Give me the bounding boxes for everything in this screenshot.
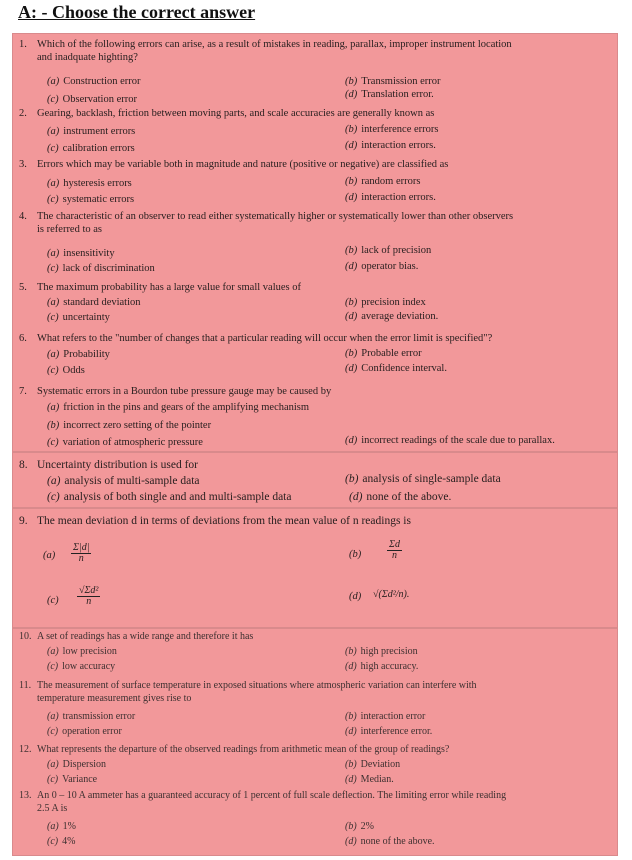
option-a: (a) friction in the pins and gears of the amplifying mechanism [47, 402, 310, 413]
option-c: (c) analysis of both single and and multi-sample data [47, 491, 292, 503]
question-block-2: 8. Uncertainty distribution is used for (a) analysis of multi-sample data (b) analysis of single-sample data (c) analysis of both single and and multi-sample data (d) none of the above. [12, 452, 618, 508]
question-text: Uncertainty distribution is used for [37, 459, 198, 471]
option-a: (a) Probability [47, 349, 110, 360]
option-c: (c) Observation error [47, 94, 138, 105]
option-b: (b) Probable error [345, 348, 422, 359]
option-c: (c) 4% [47, 836, 76, 847]
option-b: (b) precision index [345, 297, 426, 308]
option-b: (b) random errors [345, 176, 421, 187]
option-a: (a) transmission error [47, 711, 136, 722]
option-b: (b) interaction error [345, 711, 426, 722]
option-c: (c) uncertainty [47, 312, 110, 323]
page-title: A: - Choose the correct answer [18, 2, 256, 22]
option-d: (d) incorrect readings of the scale due to parallax. [345, 435, 555, 446]
question-text: The measurement of surface temperature in exposed situations where atmospheric variation can interfere with [37, 680, 477, 691]
option-a: (a) instrument errors [47, 126, 136, 137]
option-c: (c) variation of atmospheric pressure [47, 437, 203, 448]
option-d: (d) none of the above. [349, 491, 452, 503]
option-b: (b) Transmission error [345, 76, 441, 87]
option-b: (b) lack of precision [345, 245, 432, 256]
question-text: An 0 – 10 A ammeter has a guaranteed accuracy of 1 percent of full scale deflection. The limiting error while reading [37, 790, 507, 801]
option-b: (b) interference errors [345, 124, 439, 135]
option-b-label: (b) [349, 549, 362, 560]
option-b: (b) analysis of single-sample data [345, 473, 501, 485]
option-c: (c) systematic errors [47, 194, 135, 205]
option-d: (d) Confidence interval. [345, 363, 447, 374]
question-text: The characteristic of an observer to read either systematically higher or systematically lower than other observers [37, 211, 514, 222]
option-d: (d) interaction errors. [345, 192, 436, 203]
option-a-label: (a) [43, 550, 56, 561]
option-a: (a) Construction error [47, 76, 141, 87]
option-d: (d) operator bias. [345, 261, 419, 272]
option-d-formula: √(Σd²/n). [373, 589, 410, 600]
option-d: (d) high accuracy. [345, 661, 419, 672]
option-d: (d) none of the above. [345, 836, 435, 847]
question-block-1: 1. Which of the following errors can arise, as a result of mistakes in reading, parallax, improper instrument location and inadquate highting? (a) Construction error (b) Transmission error (c) Observation error (d) Translation error. 2. Gearing, backlash, friction between moving parts, and scale accuracies are generally known as (a) instrument errors (b) interference errors (c) calibration errors (d) interaction errors. 3. Errors which may be variable both in magnitude and nature (positive or negative) are classified as (a) hysteresis errors (b) random errors (c) systematic errors (d) interaction errors. 4. The characteristic of an observer to read either systematically higher or systematically lower than other observers is referred to as (a) insensitivity (b) lack of precision (c) lack of discrimination (d) operator bias. 5. The maximum probability has a large value for small values of (a) standard deviation (b) precision index (c) uncertainty (d) average deviation. 6. What refers to the "number of changes that a particular reading will occur when the error limit is specified"? (a) Probability (b) Probable error (c) Odds (d) Confidence interval. 7. Systematic errors in a Bourdon tube pressure gauge may be caused by (a) friction in the pins and gears of the amplifying mechanism (b) incorrect zero setting of the pointer (c) variation of atmospheric pressure (d) incorrect readings of the scale due to parallax. [12, 33, 618, 452]
option-c-label: (c) [47, 595, 59, 606]
option-c: (c) Variance [47, 774, 98, 785]
option-c-formula: $\frac{\text{√Σd²}}{n}$ [79, 585, 99, 607]
option-a: (a) insensitivity [47, 248, 115, 259]
option-d-label: (d) [349, 591, 362, 602]
option-d: (d) average deviation. [345, 311, 439, 322]
question-text: Systematic errors in a Bourdon tube pressure gauge may be caused by [37, 386, 332, 397]
option-d: (d) interference error. [345, 726, 433, 737]
option-a: (a) analysis of multi-sample data [47, 475, 200, 487]
option-a: (a) Dispersion [47, 759, 107, 770]
question-text: and inadquate highting? [37, 51, 138, 63]
option-a: (a) standard deviation [47, 297, 141, 308]
option-b: (b) Deviation [345, 759, 401, 770]
question-text: The mean deviation d in terms of deviations from the mean value of n readings is [37, 515, 411, 527]
option-d: (d) Translation error. [345, 89, 434, 100]
question-text: What refers to the "number of changes that a particular reading will occur when the error limit is specified"? [37, 333, 493, 344]
question-block-4: 10. A set of readings has a wide range and therefore it has (a) low precision (b) high precision (c) low accuracy (d) high accuracy. 11. The measurement of surface temperature in exposed situations where atmospheric variation can interfere with temperature measurement gives rise to (a) transmission error (b) interaction error (c) operation error (d) interference error. 12. What represents the departure of the observed readings from arithmetic mean of the group of readings? (a) Dispersion (b) Deviation (c) Variance (d) Median. 13. An 0 – 10 A ammeter has a guaranteed accuracy of 1 percent of full scale deflection. The limiting error while reading 2.5 A is (a) 1% (b) 2% (c) 4% (d) none of the above. [12, 628, 618, 856]
question-text: A set of readings has a wide range and therefore it has [37, 631, 254, 642]
question-text: Errors which may be variable both in magnitude and nature (positive or negative) are classified as [37, 159, 449, 170]
question-block-3: 9. The mean deviation d in terms of deviations from the mean value of n readings is (a) $\frac{\Sigma|d|}{n}$ (b) $\frac{\Sigma d}{n}$ (c) $\frac{\text{√Σd²}}{n}$ (d) √(Σd²/n). [12, 508, 618, 628]
option-b: (b) 2% [345, 821, 375, 832]
question-text: Gearing, backlash, friction between moving parts, and scale accuracies are generally known as [37, 108, 435, 119]
option-a: (a) low precision [47, 646, 117, 657]
question-text: is referred to as [37, 223, 103, 235]
option-b: (b) high precision [345, 646, 418, 657]
option-a-formula: $\frac{\Sigma|d|}{n}$ [73, 542, 90, 564]
question-text: temperature measurement gives rise to [37, 692, 192, 704]
question-text: 2.5 A is [37, 802, 68, 814]
option-a: (a) 1% [47, 821, 77, 832]
option-c: (c) Odds [47, 365, 85, 376]
option-c: (c) lack of discrimination [47, 263, 155, 274]
option-c: (c) low accuracy [47, 661, 116, 672]
question-text: What represents the departure of the observed readings from arithmetic mean of the group of readings? [37, 744, 450, 755]
question-text: Which of the following errors can arise, as a result of mistakes in reading, parallax, improper instrument location [37, 39, 512, 50]
question-text: The maximum probability has a large value for small values of [37, 282, 301, 293]
option-c: (c) operation error [47, 726, 122, 737]
option-d: (d) Median. [345, 774, 394, 785]
option-d: (d) interaction errors. [345, 140, 436, 151]
option-b: (b) incorrect zero setting of the pointer [47, 420, 212, 431]
option-c: (c) calibration errors [47, 143, 135, 154]
option-a: (a) hysteresis errors [47, 178, 132, 189]
option-b-formula: $\frac{\Sigma d}{n}$ [389, 539, 400, 561]
